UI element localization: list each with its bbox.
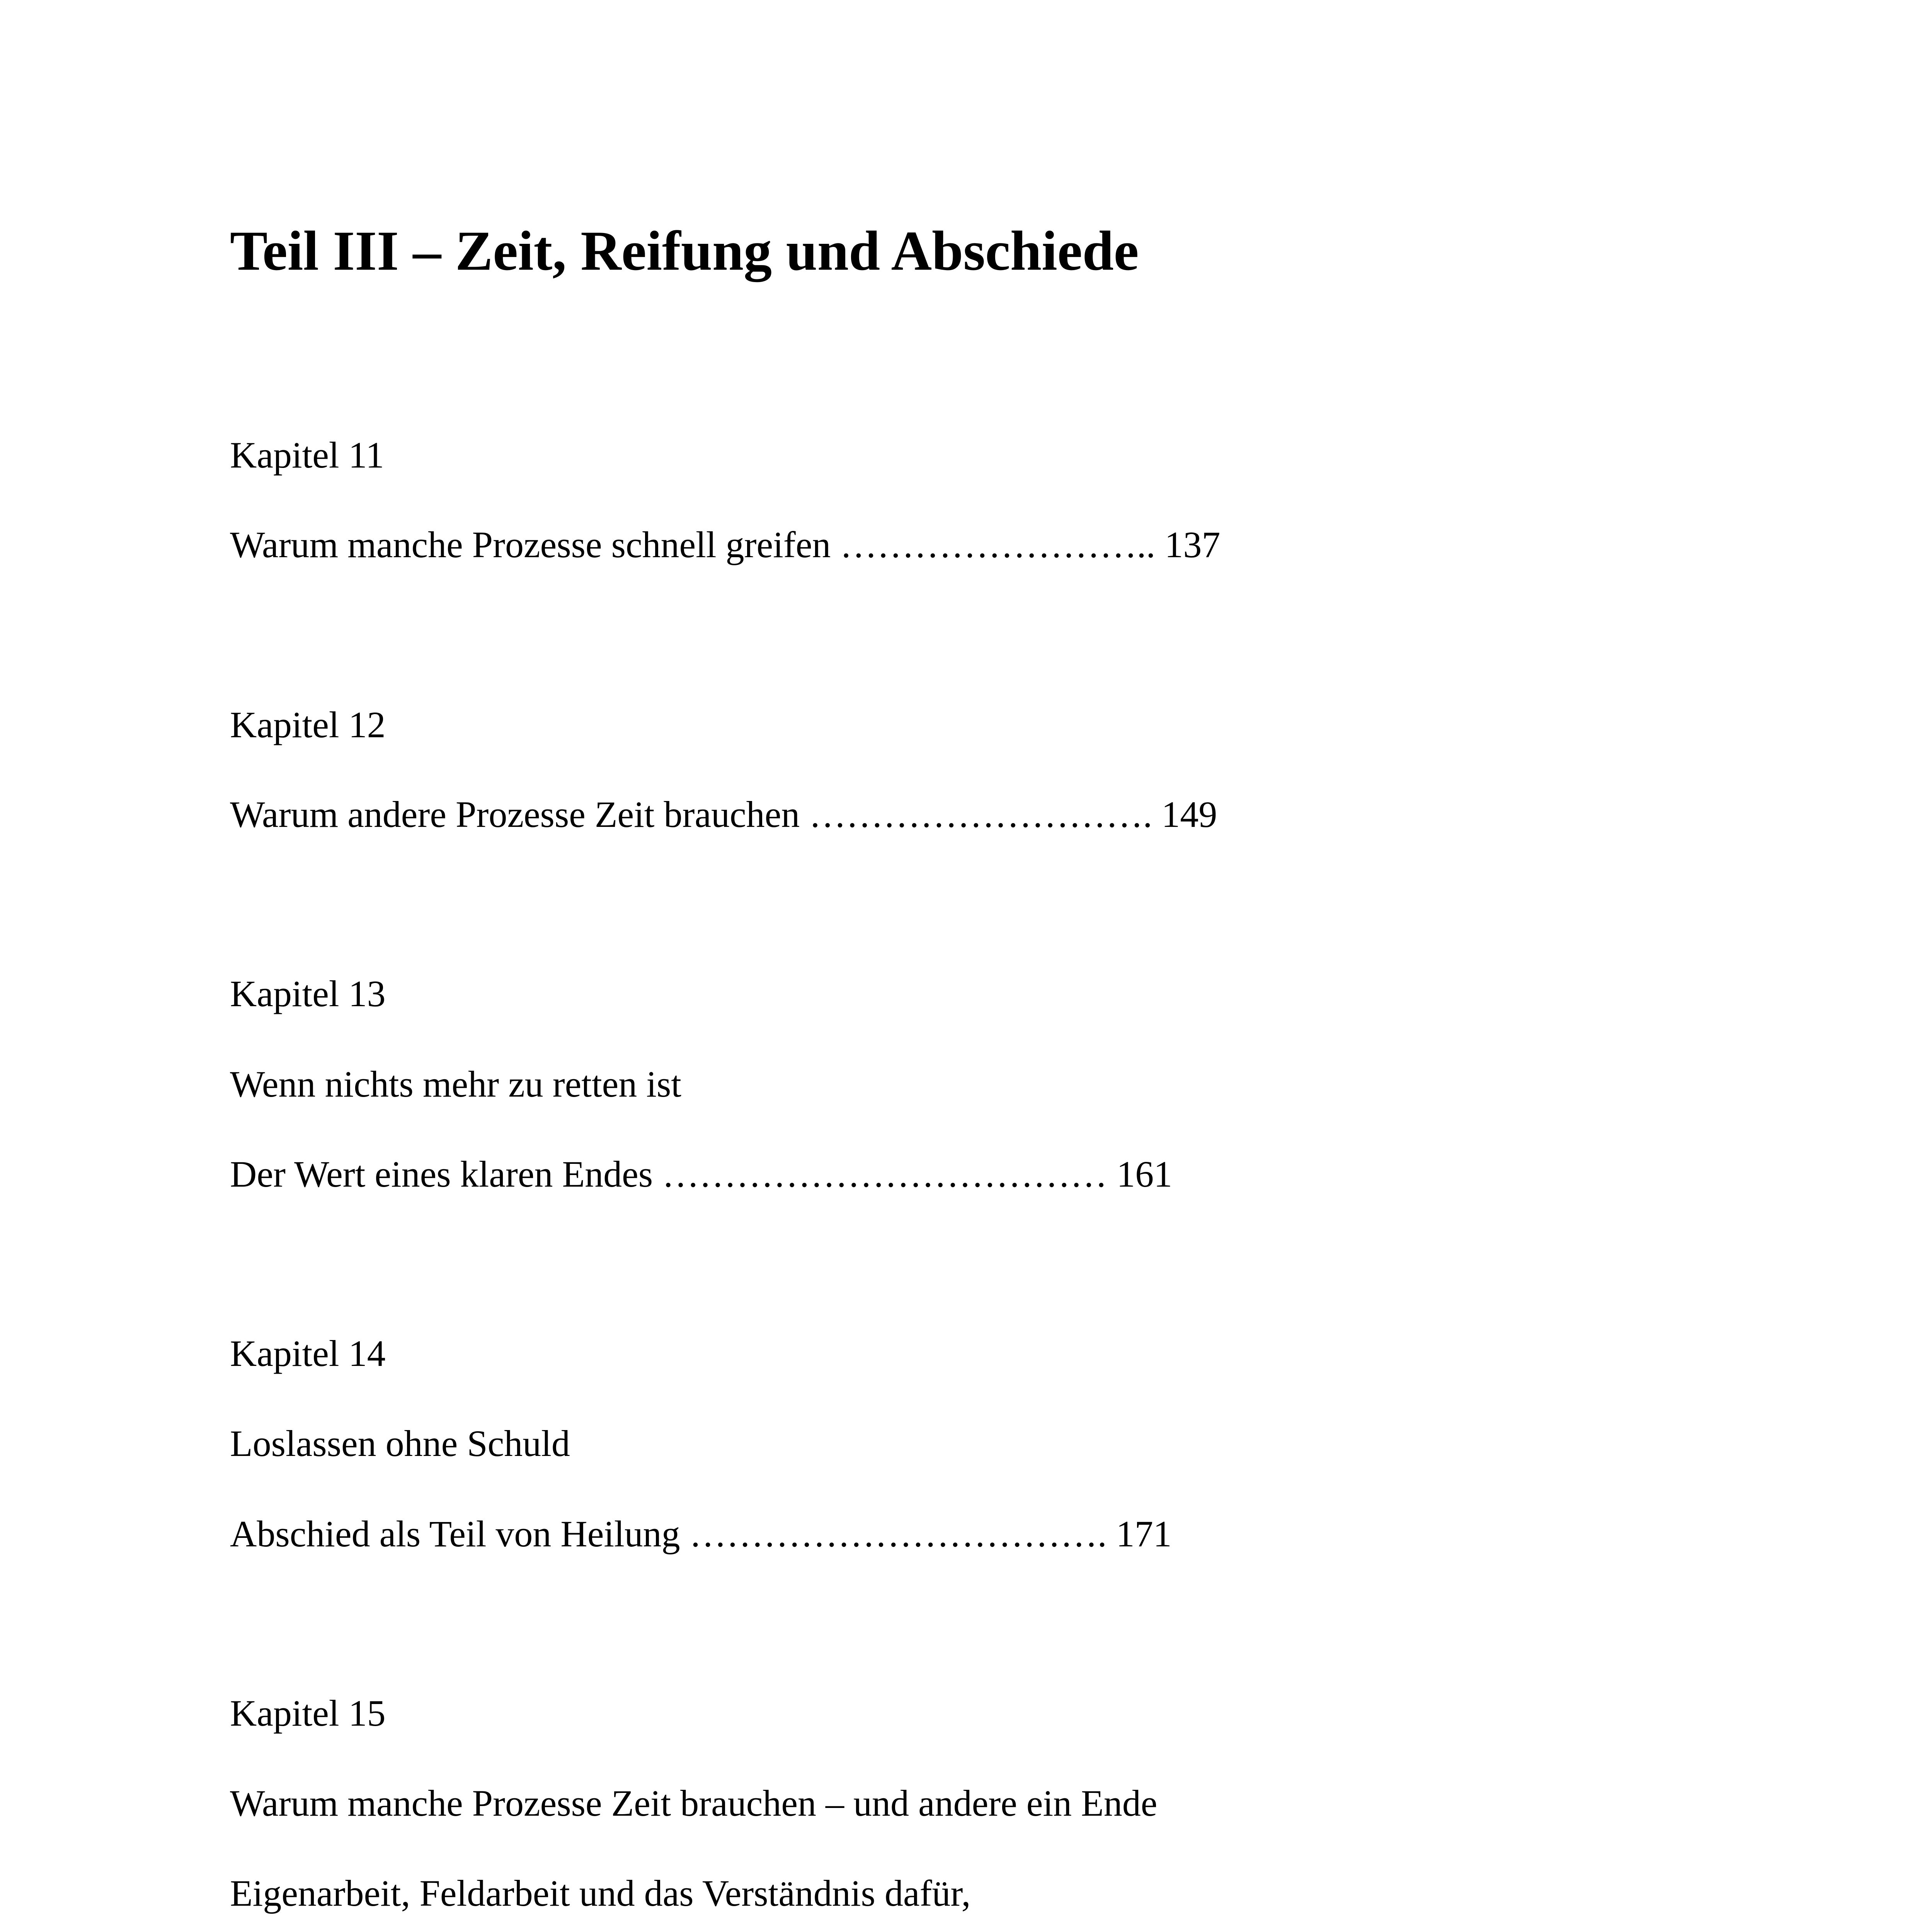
chapter-14-title: Loslassen ohne Schuld [230,1423,570,1464]
chapter-13-title: Wenn nichts mehr zu retten ist [230,1063,681,1105]
chapter-14-number: Kapitel 14 [230,1333,386,1374]
chapter-15-number: Kapitel 15 [230,1692,386,1734]
part-3-title: Teil III – Zeit, Reifung und Abschiede [230,219,1139,282]
chapter-15-subtitle: Eigenarbeit, Feldarbeit und das Verständnis dafür, [230,1872,971,1914]
chapter-14-entry: Abschied als Teil von Heilung ……………………………. 171 [230,1513,1172,1554]
chapter-12-number: Kapitel 12 [230,704,386,745]
chapter-12-entry: Warum andere Prozesse Zeit brauchen ………………………. 149 [230,794,1217,835]
chapter-13-entry: Der Wert eines klaren Endes ……………………………… 161 [230,1153,1173,1195]
chapter-11-number: Kapitel 11 [230,434,384,476]
chapter-13-number: Kapitel 13 [230,973,386,1014]
chapter-11-entry: Warum manche Prozesse schnell greifen …………………….. 137 [230,524,1221,565]
chapter-15-title: Warum manche Prozesse Zeit brauchen – und andere ein Ende [230,1782,1158,1824]
